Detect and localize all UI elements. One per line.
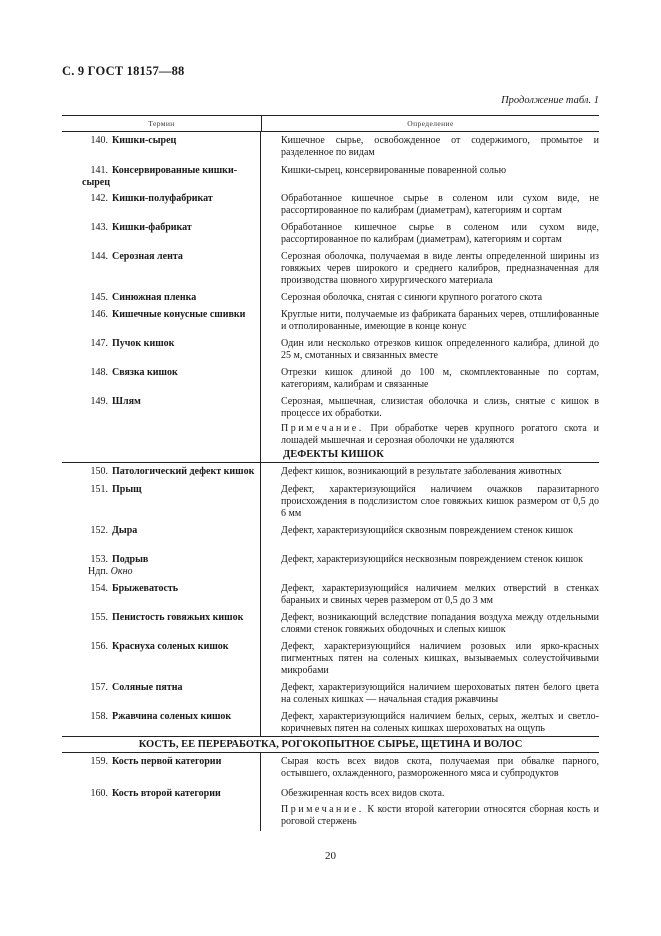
definition-cell: Дефект, характеризующийся наличием розовых или ярко-красных пигментных пятен на соленых кишках, вызываемых солеустойчивыми микробами	[281, 641, 599, 676]
table-row	[62, 481, 599, 522]
term-number: 143.	[90, 222, 108, 233]
term-number: 153.	[90, 554, 108, 565]
table-header	[62, 116, 599, 132]
term-text: Патологический дефект кишок	[112, 466, 255, 477]
term-cell	[62, 580, 261, 609]
term-number: 150.	[90, 466, 108, 477]
term-number: 151.	[90, 484, 108, 495]
term-cell	[62, 522, 261, 551]
term-text: Брыжеватость	[112, 583, 179, 594]
table-row	[62, 679, 599, 708]
term-cell	[62, 753, 261, 785]
table-row	[62, 306, 599, 335]
term-number: 157.	[90, 682, 108, 693]
term-text: Кость второй категории	[112, 788, 221, 799]
term-number: 152.	[90, 525, 108, 536]
term-number: 149.	[90, 396, 108, 407]
table-row	[62, 335, 599, 364]
definition-cell: Кишечное сырье, освобожденное от содержимого, промытое и разделенное по видам	[281, 135, 599, 158]
column-header-term: Термин	[62, 116, 262, 131]
definition-text: Обезжиренная кость всех видов скота.	[281, 788, 445, 799]
term-text: Кишки-полуфабрикат	[112, 193, 213, 204]
term-text: Ржавчина соленых кишок	[112, 711, 232, 722]
table-row	[62, 289, 599, 306]
term-number: 145.	[90, 292, 108, 303]
term-number: 154.	[90, 583, 108, 594]
definition-cell: Обработанное кишечное сырье в соленом или сухом виде, не рассортированное по калибрам (диаметрам), категориям и сортам	[281, 193, 599, 216]
term-text: Консервированные кишки-сырец	[82, 165, 238, 188]
note-paragraph	[281, 423, 599, 447]
term-cell	[62, 609, 261, 638]
definition-cell: Обработанное кишечное сырье в соленом или сухом виде, рассортированное по калибрам (диаметрам), категориям и сортам	[281, 222, 599, 245]
definition-cell: Серозная оболочка, снятая с синюги крупного рогатого скота	[281, 292, 543, 303]
table-row	[62, 393, 599, 448]
term-number: 141.	[90, 165, 108, 176]
definition-cell	[261, 785, 599, 831]
term-cell	[62, 551, 261, 580]
definition-cell: Круглые нити, получаемые из фабриката бараньих черев, отшлифованные и отполированные, имеющие в конце конус	[281, 309, 599, 332]
table-row	[62, 364, 599, 393]
term-cell	[62, 306, 261, 335]
definition-cell: Дефект, характеризующийся наличием шероховатых пятен белого цвета на соленых кишках — начальная стадия ржавчины	[281, 682, 599, 705]
page-header: С. 9 ГОСТ 18157—88	[62, 64, 185, 78]
term-number: 140.	[90, 135, 108, 146]
term-text: Серозная лента	[112, 251, 183, 262]
terms-table	[62, 115, 599, 831]
term-text: Кишечные конусные сшивки	[112, 309, 246, 320]
note-paragraph	[281, 804, 599, 828]
column-header-definition: Определение	[407, 119, 454, 128]
term-number: 156.	[90, 641, 108, 652]
term-cell	[62, 289, 261, 306]
term-number: 144.	[90, 251, 108, 262]
term-number: 155.	[90, 612, 108, 623]
term-cell	[62, 162, 261, 190]
definition-cell: Кишки-сырец, консервированные поваренной солью	[281, 165, 507, 176]
definition-cell: Дефект, возникающий вследствие попадания воздуха между отдельными слоями стенок говяжьих ободочных и слепых кишок	[281, 612, 599, 635]
term-text: Кишки-фабрикат	[112, 222, 192, 233]
deprecated-term	[82, 566, 260, 578]
term-cell	[62, 785, 261, 831]
term-text: Прыщ	[112, 484, 142, 495]
term-cell	[62, 248, 261, 289]
term-text: Связка кишок	[112, 367, 178, 378]
definition-cell: Дефект, характеризующийся сквозным повреждением стенок кишок	[281, 525, 573, 536]
definition-cell: Дефект, характеризующийся наличием белых, серых, желтых и светло-коричневых пятен на соленых кишках шероховатых на ощупь	[281, 711, 599, 734]
term-text: Синюжная пленка	[112, 292, 197, 303]
table-row	[62, 248, 599, 289]
term-number: 146.	[90, 309, 108, 320]
note-label: Примечание.	[281, 804, 364, 815]
term-text: Подрыв	[112, 554, 149, 565]
section-title-defects: ДЕФЕКТЫ КИШОК	[283, 449, 384, 460]
table-row	[62, 638, 599, 679]
table-row	[62, 190, 599, 219]
definition-text: Серозная, мышечная, слизистая оболочка и слизь, снятые с кишок в процессе их обработки.	[281, 396, 599, 419]
term-cell	[62, 463, 261, 481]
term-text: Кость первой категории	[112, 756, 222, 767]
term-cell	[62, 708, 261, 736]
table-row	[62, 551, 599, 580]
term-text: Соляные пятна	[112, 682, 183, 693]
section-title-bone: КОСТЬ, ЕЕ ПЕРЕРАБОТКА, РОГОКОПЫТНОЕ СЫРЬЕ, ЩЕТИНА И ВОЛОС	[62, 736, 599, 753]
table-row	[62, 463, 599, 481]
term-cell	[62, 335, 261, 364]
term-number: 142.	[90, 193, 108, 204]
page-number: 20	[325, 850, 336, 862]
table-row	[62, 609, 599, 638]
term-number: 147.	[90, 338, 108, 349]
table-row	[62, 580, 599, 609]
definition-cell: Дефект, характеризующийся наличием очажков паразитарного происхождения в подслизистом слое говяжьих кишок размером от 0,5 до 6 мм	[281, 484, 599, 519]
table-row	[62, 132, 599, 162]
definition-cell: Дефект кишок, возникающий в результате заболевания животных	[281, 466, 562, 477]
deprecated-term-text: Окно	[110, 566, 133, 577]
term-cell	[62, 364, 261, 393]
table-row	[62, 162, 599, 190]
definition-cell	[261, 393, 599, 448]
term-cell	[62, 481, 261, 522]
note-label: Примечание.	[281, 423, 364, 434]
term-text: Пенистость говяжьих кишок	[112, 612, 244, 623]
table-row	[62, 219, 599, 248]
term-cell	[62, 219, 261, 248]
definition-cell: Сырая кость всех видов скота, получаемая при обвалке парного, остывшего, охлажденного, размороженного мяса и субпродуктов	[281, 756, 599, 779]
term-cell	[62, 190, 261, 219]
term-text: Кишки-сырец	[112, 135, 177, 146]
definition-cell: Дефект, характеризующийся несквозным повреждением стенок кишок	[281, 554, 584, 565]
section-heading-row	[62, 448, 599, 463]
table-continuation-label: Продолжение табл. 1	[501, 95, 599, 106]
definition-cell: Серозная оболочка, получаемая в виде ленты определенной ширины из говяжьих черев широкого и среднего калибров, предназначенная для производства шовного хирургического материала	[281, 251, 599, 286]
note-text: К кости второй категории относятся сборная кость и роговой стержень	[281, 804, 600, 827]
note-text: При обработке черев крупного рогатого скота и лошадей мышечная и серозная оболочки не удаляются	[281, 423, 600, 446]
table-row	[62, 708, 599, 736]
term-number: 158.	[90, 711, 108, 722]
table-row	[62, 522, 599, 551]
term-text: Дыра	[112, 525, 138, 536]
table-row	[62, 785, 599, 831]
table-row	[62, 753, 599, 785]
term-text: Краснуха соленых кишок	[112, 641, 229, 652]
term-number: 148.	[90, 367, 108, 378]
deprecated-label: Ндп.	[88, 566, 109, 577]
definition-cell: Дефект, характеризующийся наличием мелких отверстий в стенках бараньих и свиных черев размером от 0,5 до 3 мм	[281, 583, 599, 606]
definition-cell: Отрезки кишок длиной до 100 м, скомплектованные по сортам, категориям, калибрам и связанные	[281, 367, 599, 390]
term-number: 160.	[90, 788, 108, 799]
term-cell	[62, 638, 261, 679]
term-cell	[62, 393, 261, 448]
term-cell	[62, 679, 261, 708]
definition-cell: Один или несколько отрезков кишок определенного калибра, длиной до 25 м, смотанных и связанных вместе	[281, 338, 599, 361]
term-text: Пучок кишок	[112, 338, 175, 349]
term-text: Шлям	[112, 396, 141, 407]
term-number: 159.	[90, 756, 108, 767]
term-cell	[62, 132, 261, 162]
